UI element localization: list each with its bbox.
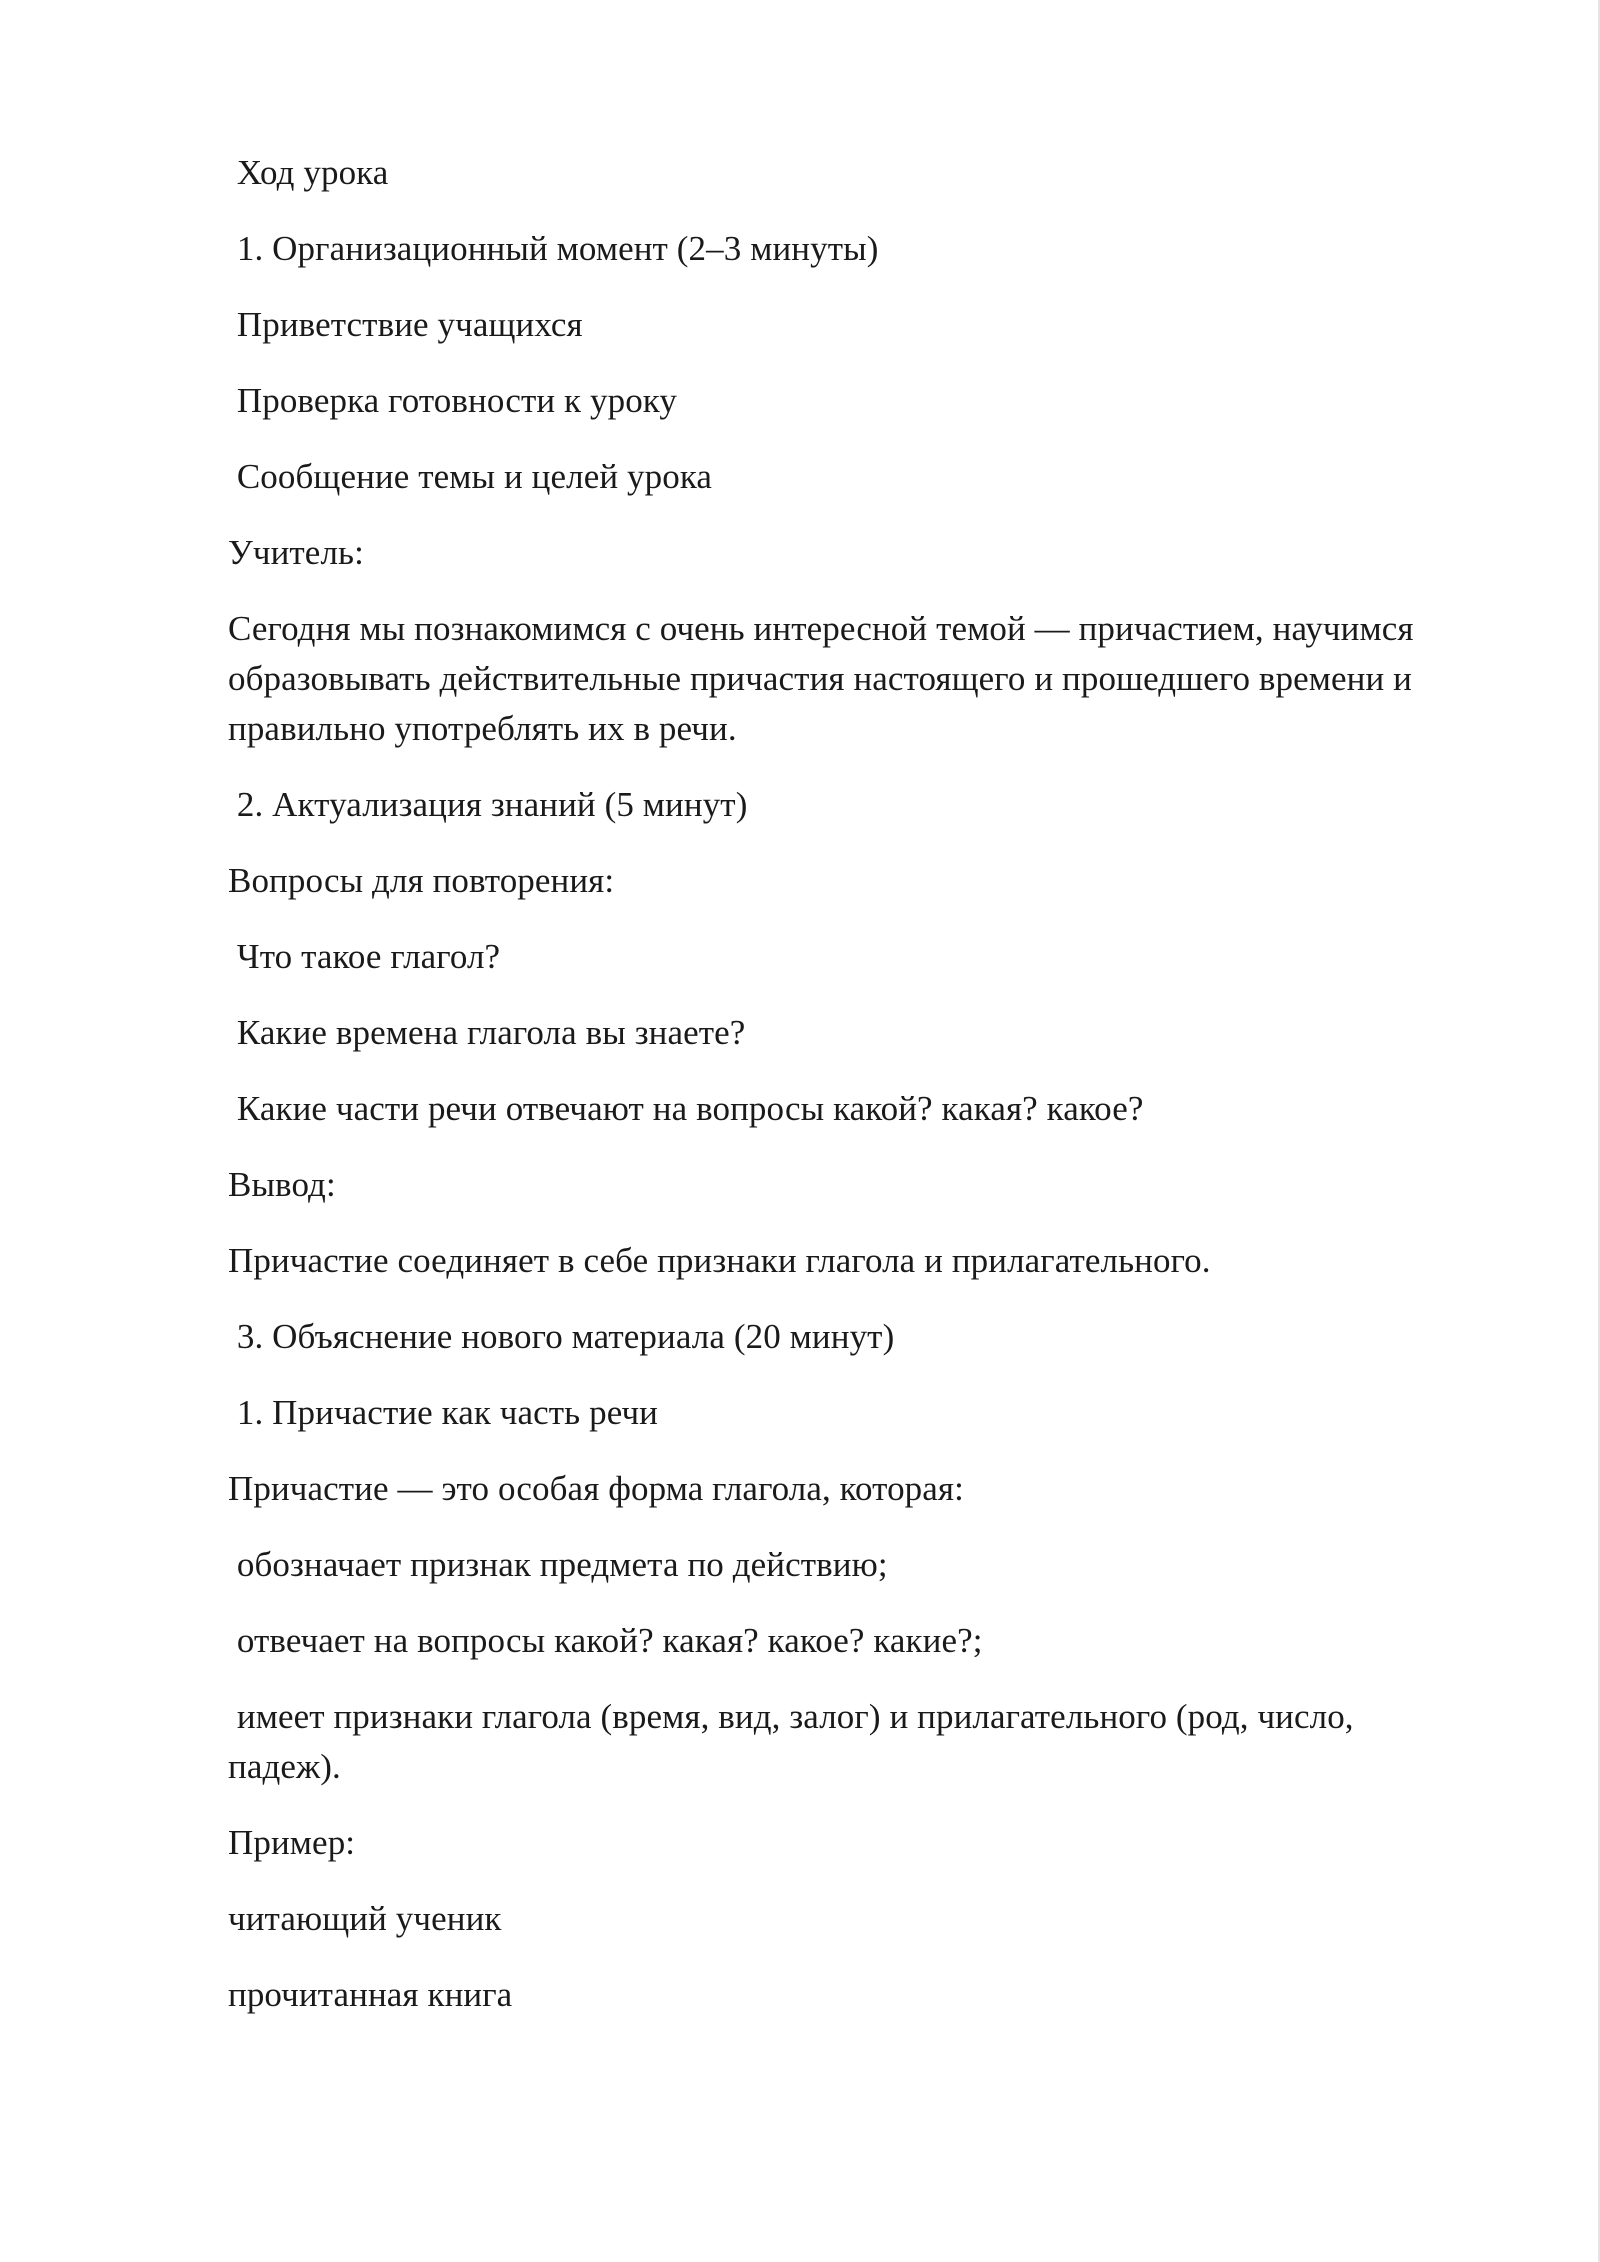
- list-item: Сообщение темы и целей урока: [228, 457, 713, 496]
- list-item: Какие времена глагола вы знаете?: [228, 1013, 746, 1052]
- section-organizational: 1. Организационный момент (2–3 минуты): [228, 229, 879, 268]
- list-item: Приветствие учащихся: [228, 305, 583, 344]
- list-item: отвечает на вопросы какой? какая? какое? какие?;: [228, 1621, 983, 1660]
- document-page: [228, 148, 1428, 2046]
- definition-text: Причастие — это особая форма глагола, которая:: [228, 1469, 964, 1508]
- conclusion-text: Причастие соединяет в себе признаки глагола и прилагательного.: [228, 1241, 1211, 1280]
- list-item: Проверка готовности к уроку: [228, 381, 678, 420]
- subsection-heading: 1. Причастие как часть речи: [228, 1393, 658, 1432]
- example-label: Пример:: [228, 1823, 356, 1862]
- list-item: Что такое глагол?: [228, 937, 501, 976]
- lesson-heading: Ход урока: [228, 153, 389, 192]
- list-item: Какие части речи отвечают на вопросы какой? какая? какое?: [228, 1089, 1144, 1128]
- speaker-label: Учитель:: [228, 533, 364, 572]
- list-item: обозначает признак предмета по действию;: [228, 1545, 888, 1584]
- example-item: читающий ученик: [228, 1899, 502, 1938]
- list-item: имеет признаки глагола (время, вид, залог) и прилагательного (род, число, падеж).: [228, 1697, 1363, 1786]
- example-item: прочитанная книга: [228, 1975, 513, 2014]
- teacher-speech: Сегодня мы познакомимся с очень интересной темой — причастием, научимся образовывать действительные причастия настоящего и прошедшего времени и правильно употреблять их в речи.: [228, 609, 1423, 748]
- section-actualization: 2. Актуализация знаний (5 минут): [228, 785, 748, 824]
- conclusion-label: Вывод:: [228, 1165, 336, 1204]
- section-new-material: 3. Объяснение нового материала (20 минут): [228, 1317, 895, 1356]
- questions-label: Вопросы для повторения:: [228, 861, 615, 900]
